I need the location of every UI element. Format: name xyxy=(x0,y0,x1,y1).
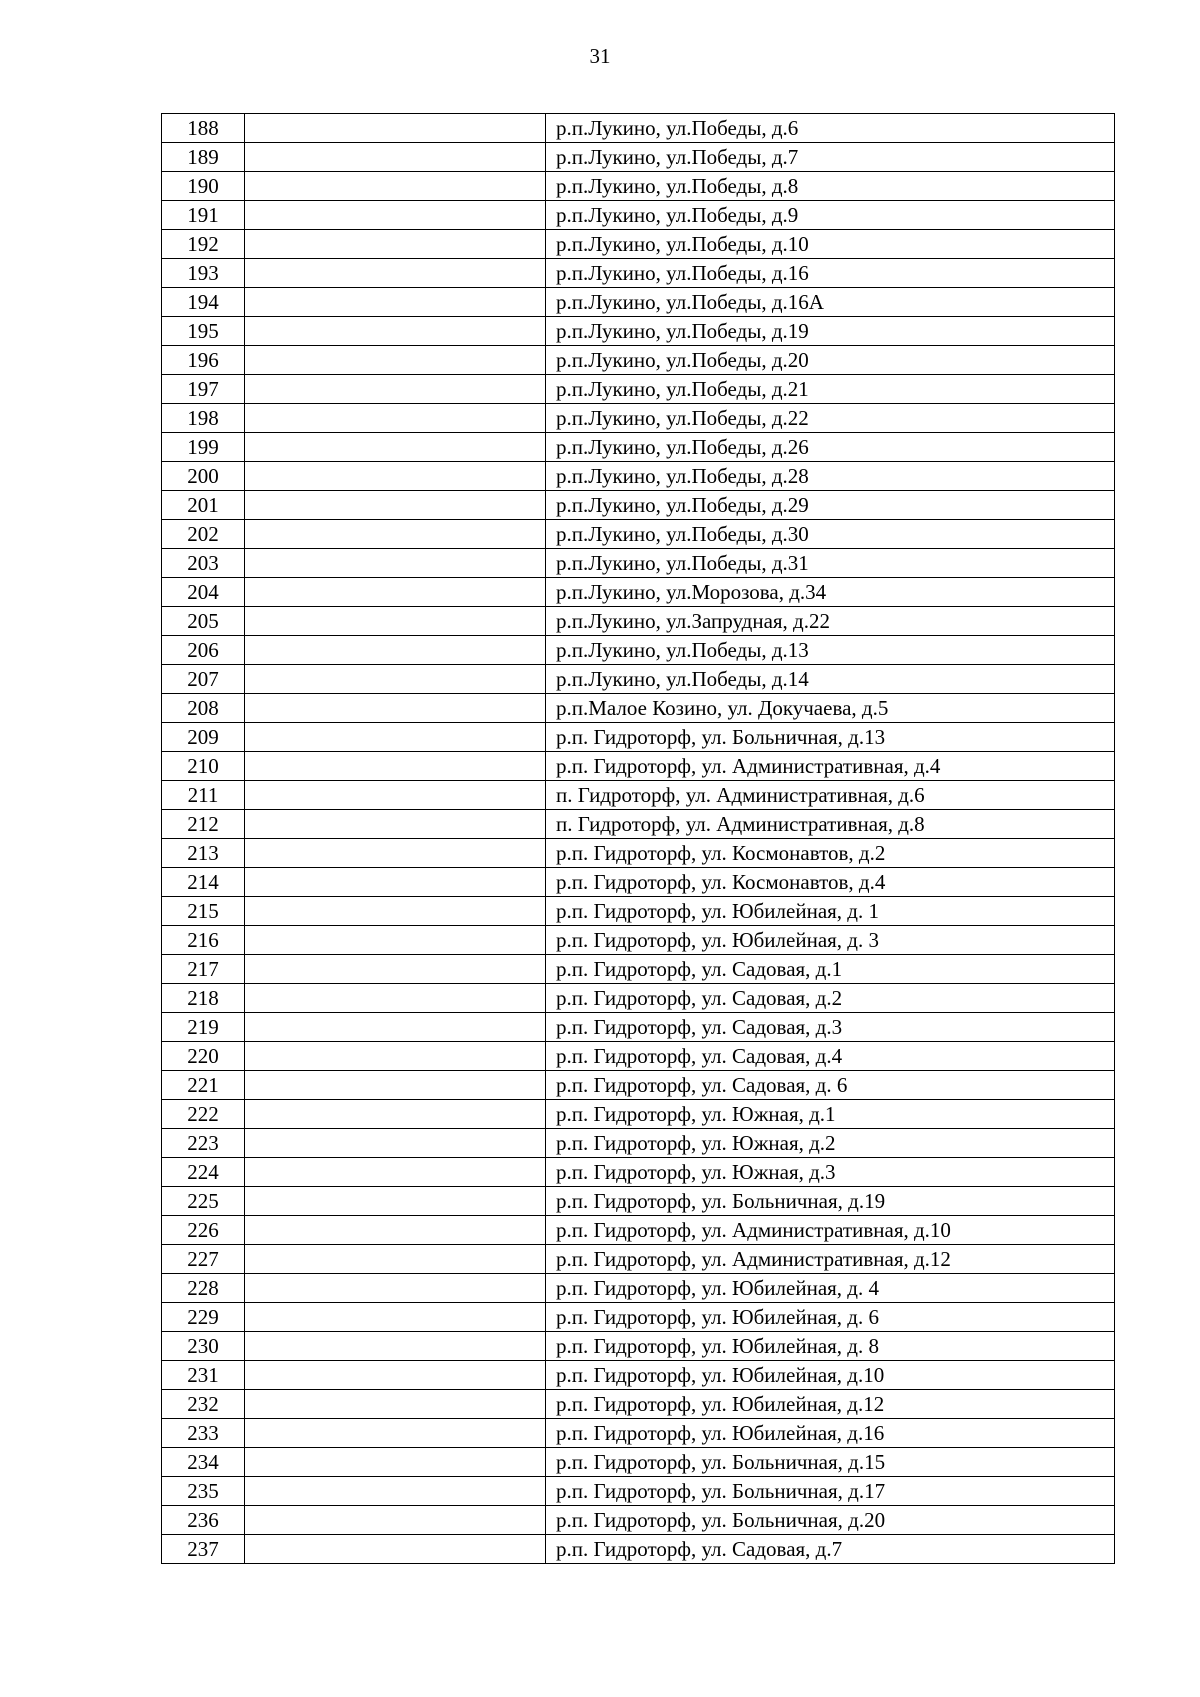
address-cell: р.п. Гидроторф, ул. Садовая, д.4 xyxy=(546,1042,1115,1071)
row-number-cell: 233 xyxy=(162,1419,245,1448)
row-number-cell: 216 xyxy=(162,926,245,955)
table-row xyxy=(162,114,1115,143)
empty-cell xyxy=(245,607,546,636)
row-number-cell: 203 xyxy=(162,549,245,578)
empty-cell xyxy=(245,549,546,578)
address-cell: р.п. Гидроторф, ул. Больничная, д.20 xyxy=(546,1506,1115,1535)
empty-cell xyxy=(245,1129,546,1158)
address-cell: п. Гидроторф, ул. Административная, д.8 xyxy=(546,810,1115,839)
address-cell: р.п.Лукино, ул.Победы, д.21 xyxy=(546,375,1115,404)
row-number-cell: 218 xyxy=(162,984,245,1013)
empty-cell xyxy=(245,1361,546,1390)
empty-cell xyxy=(245,1158,546,1187)
empty-cell xyxy=(245,665,546,694)
table-row xyxy=(162,201,1115,230)
empty-cell xyxy=(245,1216,546,1245)
row-number-cell: 227 xyxy=(162,1245,245,1274)
address-cell: р.п. Гидроторф, ул. Юбилейная, д.16 xyxy=(546,1419,1115,1448)
table-row xyxy=(162,781,1115,810)
address-cell: р.п.Лукино, ул.Победы, д.31 xyxy=(546,549,1115,578)
row-number-cell: 220 xyxy=(162,1042,245,1071)
table-row xyxy=(162,1245,1115,1274)
address-cell: р.п. Гидроторф, ул. Административная, д.4 xyxy=(546,752,1115,781)
empty-cell xyxy=(245,955,546,984)
empty-cell xyxy=(245,259,546,288)
empty-cell xyxy=(245,114,546,143)
address-cell: р.п. Гидроторф, ул. Больничная, д.19 xyxy=(546,1187,1115,1216)
row-number-cell: 208 xyxy=(162,694,245,723)
empty-cell xyxy=(245,288,546,317)
row-number-cell: 224 xyxy=(162,1158,245,1187)
table-row xyxy=(162,549,1115,578)
empty-cell xyxy=(245,752,546,781)
empty-cell xyxy=(245,404,546,433)
table-row xyxy=(162,1303,1115,1332)
row-number-cell: 197 xyxy=(162,375,245,404)
address-cell: р.п. Гидроторф, ул. Административная, д.10 xyxy=(546,1216,1115,1245)
table-row xyxy=(162,578,1115,607)
address-cell: р.п.Лукино, ул.Победы, д.7 xyxy=(546,143,1115,172)
empty-cell xyxy=(245,1332,546,1361)
address-cell: р.п.Лукино, ул.Победы, д.19 xyxy=(546,317,1115,346)
table-row xyxy=(162,868,1115,897)
address-cell: п. Гидроторф, ул. Административная, д.6 xyxy=(546,781,1115,810)
empty-cell xyxy=(245,810,546,839)
empty-cell xyxy=(245,1506,546,1535)
empty-cell xyxy=(245,1448,546,1477)
row-number-cell: 204 xyxy=(162,578,245,607)
empty-cell xyxy=(245,172,546,201)
row-number-cell: 214 xyxy=(162,868,245,897)
table-row xyxy=(162,984,1115,1013)
row-number-cell: 188 xyxy=(162,114,245,143)
row-number-cell: 210 xyxy=(162,752,245,781)
empty-cell xyxy=(245,1274,546,1303)
empty-cell xyxy=(245,926,546,955)
address-cell: р.п. Гидроторф, ул. Юбилейная, д. 8 xyxy=(546,1332,1115,1361)
row-number-cell: 235 xyxy=(162,1477,245,1506)
table-row xyxy=(162,259,1115,288)
table-row xyxy=(162,491,1115,520)
row-number-cell: 209 xyxy=(162,723,245,752)
address-cell: р.п. Гидроторф, ул. Больничная, д.15 xyxy=(546,1448,1115,1477)
table-row xyxy=(162,1448,1115,1477)
row-number-cell: 201 xyxy=(162,491,245,520)
table-row xyxy=(162,1419,1115,1448)
table-row xyxy=(162,897,1115,926)
row-number-cell: 191 xyxy=(162,201,245,230)
page-number: 31 xyxy=(589,44,611,68)
row-number-cell: 213 xyxy=(162,839,245,868)
table-row xyxy=(162,172,1115,201)
address-cell: р.п. Гидроторф, ул. Юбилейная, д.12 xyxy=(546,1390,1115,1419)
row-number-cell: 217 xyxy=(162,955,245,984)
empty-cell xyxy=(245,1390,546,1419)
row-number-cell: 198 xyxy=(162,404,245,433)
empty-cell xyxy=(245,1419,546,1448)
address-cell: р.п.Лукино, ул.Победы, д.26 xyxy=(546,433,1115,462)
table-row xyxy=(162,433,1115,462)
row-number-cell: 229 xyxy=(162,1303,245,1332)
address-cell: р.п. Гидроторф, ул. Садовая, д.3 xyxy=(546,1013,1115,1042)
table-row xyxy=(162,1187,1115,1216)
table-row xyxy=(162,607,1115,636)
empty-cell xyxy=(245,433,546,462)
address-cell: р.п. Гидроторф, ул. Космонавтов, д.2 xyxy=(546,839,1115,868)
row-number-cell: 212 xyxy=(162,810,245,839)
address-cell: р.п. Гидроторф, ул. Южная, д.1 xyxy=(546,1100,1115,1129)
address-cell: р.п. Гидроторф, ул. Юбилейная, д. 3 xyxy=(546,926,1115,955)
row-number-cell: 234 xyxy=(162,1448,245,1477)
address-cell: р.п.Лукино, ул.Победы, д.9 xyxy=(546,201,1115,230)
address-cell: р.п. Гидроторф, ул. Юбилейная, д.10 xyxy=(546,1361,1115,1390)
row-number-cell: 190 xyxy=(162,172,245,201)
table-row xyxy=(162,752,1115,781)
address-cell: р.п.Лукино, ул.Победы, д.13 xyxy=(546,636,1115,665)
table-row xyxy=(162,1042,1115,1071)
address-cell: р.п.Лукино, ул.Победы, д.20 xyxy=(546,346,1115,375)
row-number-cell: 202 xyxy=(162,520,245,549)
row-number-cell: 231 xyxy=(162,1361,245,1390)
empty-cell xyxy=(245,143,546,172)
address-cell: р.п.Лукино, ул.Победы, д.30 xyxy=(546,520,1115,549)
table-row xyxy=(162,1013,1115,1042)
empty-cell xyxy=(245,346,546,375)
address-cell: р.п.Лукино, ул.Победы, д.22 xyxy=(546,404,1115,433)
address-cell: р.п.Малое Козино, ул. Докучаева, д.5 xyxy=(546,694,1115,723)
row-number-cell: 205 xyxy=(162,607,245,636)
empty-cell xyxy=(245,491,546,520)
table-row xyxy=(162,694,1115,723)
row-number-cell: 207 xyxy=(162,665,245,694)
empty-cell xyxy=(245,1245,546,1274)
empty-cell xyxy=(245,868,546,897)
table-row xyxy=(162,317,1115,346)
empty-cell xyxy=(245,1187,546,1216)
empty-cell xyxy=(245,1100,546,1129)
address-cell: р.п. Гидроторф, ул. Юбилейная, д. 1 xyxy=(546,897,1115,926)
table-row xyxy=(162,288,1115,317)
table-row xyxy=(162,1390,1115,1419)
address-cell: р.п. Гидроторф, ул. Южная, д.3 xyxy=(546,1158,1115,1187)
empty-cell xyxy=(245,1535,546,1564)
row-number-cell: 194 xyxy=(162,288,245,317)
row-number-cell: 232 xyxy=(162,1390,245,1419)
address-cell: р.п.Лукино, ул.Победы, д.16А xyxy=(546,288,1115,317)
row-number-cell: 226 xyxy=(162,1216,245,1245)
row-number-cell: 219 xyxy=(162,1013,245,1042)
table-row xyxy=(162,404,1115,433)
address-cell: р.п. Гидроторф, ул. Садовая, д.1 xyxy=(546,955,1115,984)
address-cell: р.п. Гидроторф, ул. Садовая, д. 6 xyxy=(546,1071,1115,1100)
table-row xyxy=(162,143,1115,172)
table-row xyxy=(162,1477,1115,1506)
address-cell: р.п.Лукино, ул.Запрудная, д.22 xyxy=(546,607,1115,636)
empty-cell xyxy=(245,781,546,810)
row-number-cell: 206 xyxy=(162,636,245,665)
row-number-cell: 228 xyxy=(162,1274,245,1303)
empty-cell xyxy=(245,520,546,549)
empty-cell xyxy=(245,636,546,665)
address-cell: р.п. Гидроторф, ул. Садовая, д.7 xyxy=(546,1535,1115,1564)
row-number-cell: 223 xyxy=(162,1129,245,1158)
address-cell: р.п.Лукино, ул.Победы, д.10 xyxy=(546,230,1115,259)
table-row xyxy=(162,375,1115,404)
table-row xyxy=(162,810,1115,839)
address-cell: р.п.Лукино, ул.Победы, д.8 xyxy=(546,172,1115,201)
empty-cell xyxy=(245,1042,546,1071)
table-row xyxy=(162,723,1115,752)
row-number-cell: 199 xyxy=(162,433,245,462)
empty-cell xyxy=(245,984,546,1013)
table-row xyxy=(162,1071,1115,1100)
empty-cell xyxy=(245,375,546,404)
table-row xyxy=(162,839,1115,868)
table-row xyxy=(162,1332,1115,1361)
row-number-cell: 193 xyxy=(162,259,245,288)
table-row xyxy=(162,462,1115,491)
address-cell: р.п. Гидроторф, ул. Южная, д.2 xyxy=(546,1129,1115,1158)
row-number-cell: 237 xyxy=(162,1535,245,1564)
row-number-cell: 192 xyxy=(162,230,245,259)
address-cell: р.п.Лукино, ул.Морозова, д.34 xyxy=(546,578,1115,607)
row-number-cell: 236 xyxy=(162,1506,245,1535)
table-row xyxy=(162,1129,1115,1158)
address-table-body xyxy=(162,114,1115,1564)
row-number-cell: 196 xyxy=(162,346,245,375)
empty-cell xyxy=(245,839,546,868)
empty-cell xyxy=(245,462,546,491)
address-cell: р.п. Гидроторф, ул. Садовая, д.2 xyxy=(546,984,1115,1013)
table-row xyxy=(162,1274,1115,1303)
address-cell: р.п.Лукино, ул.Победы, д.28 xyxy=(546,462,1115,491)
empty-cell xyxy=(245,317,546,346)
row-number-cell: 221 xyxy=(162,1071,245,1100)
table-row xyxy=(162,1535,1115,1564)
table-row xyxy=(162,665,1115,694)
address-cell: р.п. Гидроторф, ул. Больничная, д.17 xyxy=(546,1477,1115,1506)
empty-cell xyxy=(245,230,546,259)
row-number-cell: 222 xyxy=(162,1100,245,1129)
address-cell: р.п. Гидроторф, ул. Больничная, д.13 xyxy=(546,723,1115,752)
address-cell: р.п.Лукино, ул.Победы, д.29 xyxy=(546,491,1115,520)
empty-cell xyxy=(245,1071,546,1100)
row-number-cell: 215 xyxy=(162,897,245,926)
empty-cell xyxy=(245,897,546,926)
address-cell: р.п. Гидроторф, ул. Юбилейная, д. 6 xyxy=(546,1303,1115,1332)
table-row xyxy=(162,636,1115,665)
table-row xyxy=(162,346,1115,375)
table-row xyxy=(162,955,1115,984)
empty-cell xyxy=(245,578,546,607)
address-cell: р.п.Лукино, ул.Победы, д.14 xyxy=(546,665,1115,694)
table-row xyxy=(162,1158,1115,1187)
empty-cell xyxy=(245,1303,546,1332)
empty-cell xyxy=(245,694,546,723)
row-number-cell: 225 xyxy=(162,1187,245,1216)
table-row xyxy=(162,230,1115,259)
address-cell: р.п.Лукино, ул.Победы, д.16 xyxy=(546,259,1115,288)
table-row xyxy=(162,1216,1115,1245)
row-number-cell: 195 xyxy=(162,317,245,346)
address-cell: р.п. Гидроторф, ул. Юбилейная, д. 4 xyxy=(546,1274,1115,1303)
table-row xyxy=(162,520,1115,549)
table-row xyxy=(162,926,1115,955)
empty-cell xyxy=(245,201,546,230)
empty-cell xyxy=(245,723,546,752)
address-cell: р.п.Лукино, ул.Победы, д.6 xyxy=(546,114,1115,143)
row-number-cell: 200 xyxy=(162,462,245,491)
address-cell: р.п. Гидроторф, ул. Космонавтов, д.4 xyxy=(546,868,1115,897)
address-table xyxy=(161,113,1115,1564)
table-row xyxy=(162,1506,1115,1535)
table-row xyxy=(162,1100,1115,1129)
row-number-cell: 189 xyxy=(162,143,245,172)
address-cell: р.п. Гидроторф, ул. Административная, д.12 xyxy=(546,1245,1115,1274)
empty-cell xyxy=(245,1013,546,1042)
row-number-cell: 211 xyxy=(162,781,245,810)
row-number-cell: 230 xyxy=(162,1332,245,1361)
table-row xyxy=(162,1361,1115,1390)
empty-cell xyxy=(245,1477,546,1506)
